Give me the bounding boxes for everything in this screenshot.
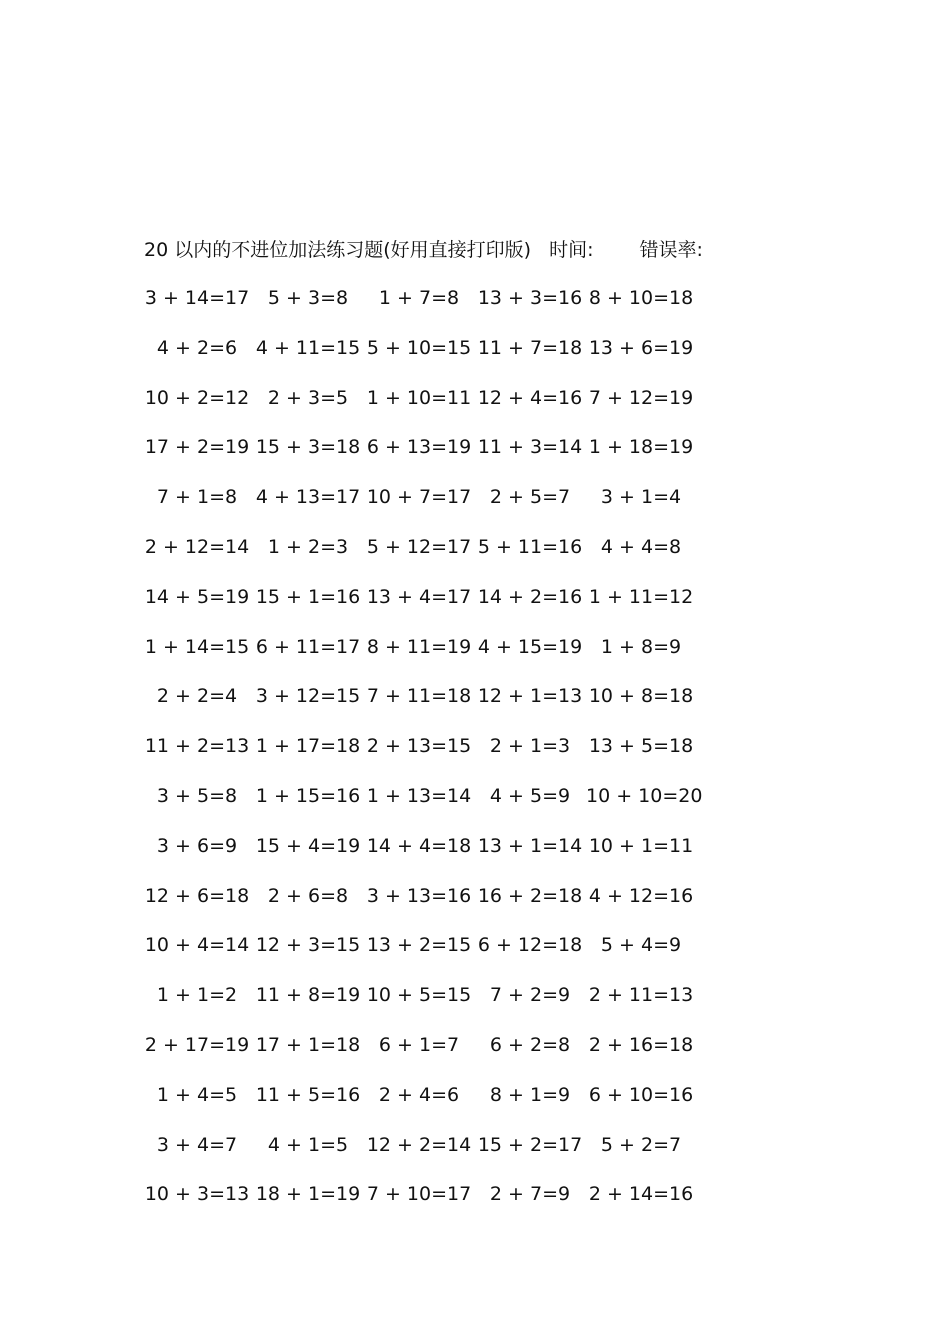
problem-row	[144, 633, 744, 683]
problem: 3 + 6=9	[156, 834, 238, 857]
problem: 13 + 5=18	[588, 735, 694, 758]
problem: 1 + 15=16	[255, 784, 361, 807]
problem: 6 + 2=8	[489, 1033, 571, 1056]
problem: 10 + 10=20	[586, 784, 703, 807]
problem: 1 + 18=19	[588, 436, 694, 459]
problem-row	[144, 682, 744, 732]
problem: 1 + 1=2	[156, 984, 238, 1007]
problem-row	[144, 882, 744, 932]
problem: 3 + 5=8	[156, 784, 238, 807]
problem: 10 + 1=11	[588, 834, 694, 857]
problem: 2 + 5=7	[489, 486, 571, 509]
problem: 2 + 13=15	[366, 735, 472, 758]
problem: 5 + 12=17	[366, 535, 472, 558]
problem: 7 + 11=18	[366, 685, 472, 708]
problem: 11 + 3=14	[477, 436, 583, 459]
problem: 6 + 13=19	[366, 436, 472, 459]
problem: 4 + 4=8	[600, 535, 682, 558]
problem: 4 + 11=15	[255, 336, 361, 359]
problem-row	[144, 583, 744, 633]
problem: 1 + 4=5	[156, 1083, 238, 1106]
problem: 2 + 1=3	[489, 735, 571, 758]
time-label: 时间:	[549, 239, 594, 261]
problem: 11 + 5=16	[255, 1083, 361, 1106]
problem: 10 + 5=15	[366, 984, 472, 1007]
problem-row	[144, 782, 744, 832]
problem: 11 + 2=13	[144, 735, 250, 758]
problem: 18 + 1=19	[255, 1183, 361, 1206]
problem: 5 + 3=8	[267, 287, 349, 309]
error-rate-label: 错误率:	[639, 239, 703, 261]
problem: 2 + 3=5	[267, 386, 349, 409]
problem: 3 + 14=17	[144, 287, 250, 309]
problem-row	[144, 832, 744, 882]
problem: 1 + 10=11	[366, 386, 472, 409]
problem: 14 + 5=19	[144, 585, 250, 608]
problem: 5 + 10=15	[366, 336, 472, 359]
problem: 5 + 4=9	[600, 934, 682, 957]
problem: 2 + 6=8	[267, 884, 349, 907]
problem-row	[144, 1081, 744, 1131]
problem: 13 + 1=14	[477, 834, 583, 857]
problem: 6 + 12=18	[477, 934, 583, 957]
problem: 6 + 1=7	[378, 1033, 460, 1056]
problem: 13 + 6=19	[588, 336, 694, 359]
problem: 5 + 2=7	[600, 1133, 682, 1156]
problem: 7 + 2=9	[489, 984, 571, 1007]
problem: 12 + 1=13	[477, 685, 583, 708]
problem-row	[144, 334, 744, 384]
problem: 3 + 1=4	[600, 486, 682, 509]
worksheet-header	[144, 237, 703, 263]
problem: 14 + 4=18	[366, 834, 472, 857]
problem: 2 + 12=14	[144, 535, 250, 558]
problem-grid	[144, 284, 744, 1230]
problem: 4 + 15=19	[477, 635, 583, 658]
problem: 15 + 3=18	[255, 436, 361, 459]
problem-row	[144, 1031, 744, 1081]
problem: 2 + 4=6	[378, 1083, 460, 1106]
problem: 13 + 4=17	[366, 585, 472, 608]
problem: 1 + 2=3	[267, 535, 349, 558]
problem: 2 + 16=18	[588, 1033, 694, 1056]
problem: 3 + 13=16	[366, 884, 472, 907]
problem: 11 + 8=19	[255, 984, 361, 1007]
problem: 12 + 6=18	[144, 884, 250, 907]
problem: 1 + 14=15	[144, 635, 250, 658]
problem: 3 + 12=15	[255, 685, 361, 708]
problem-row	[144, 284, 744, 334]
problem-row	[144, 1131, 744, 1181]
problem: 7 + 10=17	[366, 1183, 472, 1206]
problem: 8 + 1=9	[489, 1083, 571, 1106]
problem: 5 + 11=16	[477, 535, 583, 558]
problem: 2 + 17=19	[144, 1033, 250, 1056]
problem: 13 + 2=15	[366, 934, 472, 957]
problem: 15 + 1=16	[255, 585, 361, 608]
problem: 1 + 17=18	[255, 735, 361, 758]
problem: 6 + 11=17	[255, 635, 361, 658]
problem: 1 + 11=12	[588, 585, 694, 608]
problem: 6 + 10=16	[588, 1083, 694, 1106]
problem: 4 + 13=17	[255, 486, 361, 509]
problem-row	[144, 931, 744, 981]
problem: 12 + 3=15	[255, 934, 361, 957]
problem: 12 + 2=14	[366, 1133, 472, 1156]
problem: 12 + 4=16	[477, 386, 583, 409]
problem-row	[144, 1180, 744, 1230]
problem: 10 + 4=14	[144, 934, 250, 957]
problem: 17 + 2=19	[144, 436, 250, 459]
worksheet-title: 20 以内的不进位加法练习题(好用直接打印版)	[144, 239, 532, 261]
problem-row	[144, 483, 744, 533]
problem: 13 + 3=16	[477, 287, 583, 309]
problem: 4 + 1=5	[267, 1133, 349, 1156]
problem: 1 + 7=8	[378, 287, 460, 309]
problem: 4 + 2=6	[156, 336, 238, 359]
problem: 10 + 8=18	[588, 685, 694, 708]
problem: 1 + 8=9	[600, 635, 682, 658]
problem: 7 + 1=8	[156, 486, 238, 509]
problem: 10 + 2=12	[144, 386, 250, 409]
problem: 8 + 10=18	[588, 287, 694, 309]
problem: 10 + 3=13	[144, 1183, 250, 1206]
problem: 7 + 12=19	[588, 386, 694, 409]
problem-row	[144, 433, 744, 483]
problem: 2 + 11=13	[588, 984, 694, 1007]
problem: 4 + 12=16	[588, 884, 694, 907]
problem: 11 + 7=18	[477, 336, 583, 359]
problem: 4 + 5=9	[489, 784, 571, 807]
problem: 17 + 1=18	[255, 1033, 361, 1056]
problem: 2 + 7=9	[489, 1183, 571, 1206]
problem: 15 + 4=19	[255, 834, 361, 857]
problem: 1 + 13=14	[366, 784, 472, 807]
problem-row	[144, 533, 744, 583]
problem: 15 + 2=17	[477, 1133, 583, 1156]
problem: 2 + 14=16	[588, 1183, 694, 1206]
problem-row	[144, 732, 744, 782]
problem-row	[144, 384, 744, 434]
problem-row	[144, 981, 744, 1031]
problem: 8 + 11=19	[366, 635, 472, 658]
problem: 2 + 2=4	[156, 685, 238, 708]
problem: 3 + 4=7	[156, 1133, 238, 1156]
problem: 16 + 2=18	[477, 884, 583, 907]
problem: 10 + 7=17	[366, 486, 472, 509]
problem: 14 + 2=16	[477, 585, 583, 608]
